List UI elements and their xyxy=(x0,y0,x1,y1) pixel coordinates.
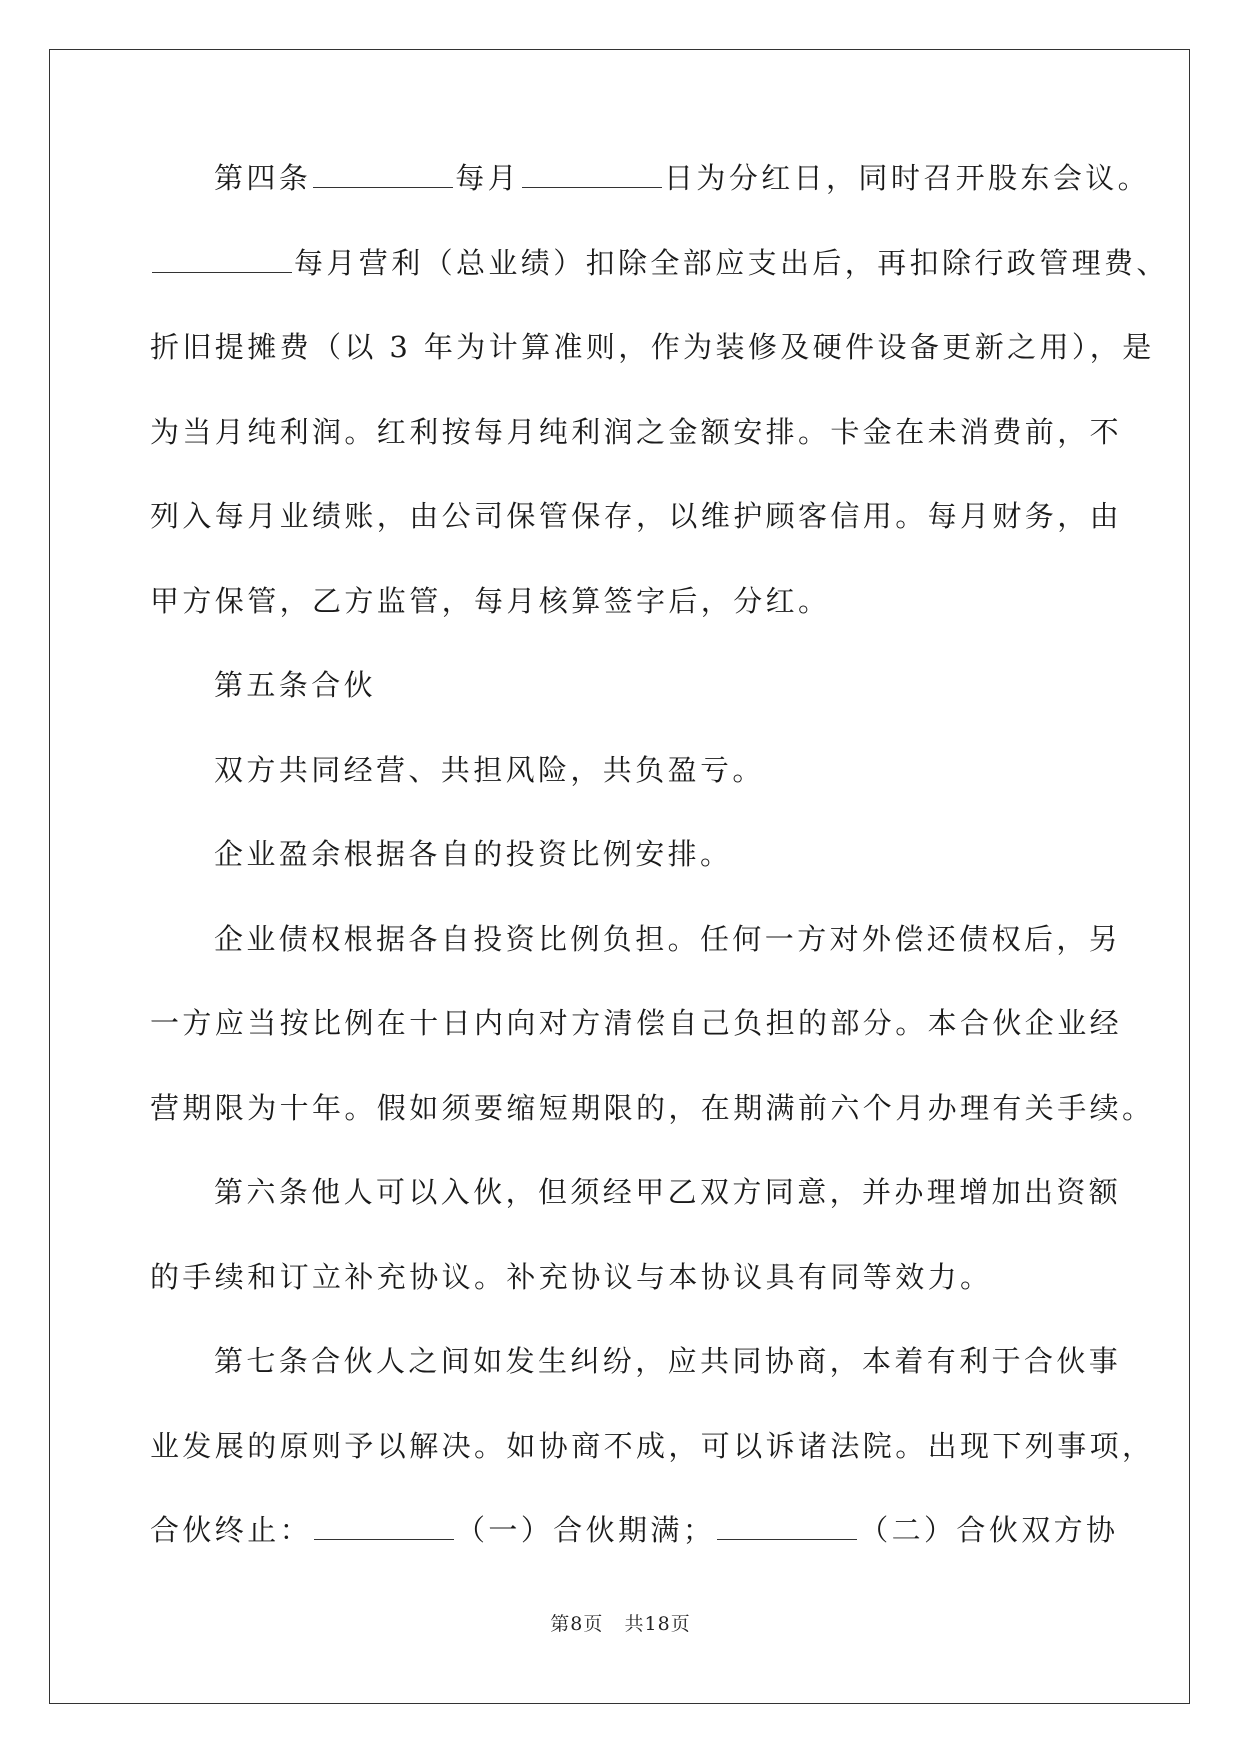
text-line xyxy=(150,1341,1122,1426)
text-span: 甲方保管，乙方监管，每月核算签字后，分红。 xyxy=(150,583,831,618)
fill-in-blank xyxy=(717,1513,857,1540)
text-line xyxy=(150,158,1151,243)
text-line xyxy=(150,1257,1110,1342)
total-number: 18 xyxy=(644,1613,671,1635)
text-line xyxy=(150,1003,1123,1088)
text-span: （一）合伙期满； xyxy=(456,1513,716,1547)
text-span: 第五条合伙 xyxy=(214,668,377,702)
page-number: 8 xyxy=(570,1613,584,1635)
text-line xyxy=(150,327,1155,412)
text-span: 折旧提摊费（以 3 年为计算准则，作为装修及硬件设备更新之用），是 xyxy=(150,330,1155,364)
fill-in-blank xyxy=(313,161,453,188)
text-line xyxy=(150,665,1110,750)
text-line xyxy=(150,1088,1155,1173)
text-line xyxy=(150,834,1110,919)
text-line xyxy=(150,581,1110,666)
fill-in-blank xyxy=(314,1513,454,1540)
text-span: 企业债权根据各自投资比例负担。任何一方对外偿还债权后，另 xyxy=(214,921,1122,956)
text-span: 业发展的原则予以解决。如协商不成，可以诉诸法院。出现下列事项， xyxy=(150,1428,1155,1463)
text-span: 第六条他人可以入伙，但须经甲乙双方同意，并办理增加出资额 xyxy=(214,1175,1122,1209)
footer-gap xyxy=(603,1613,624,1635)
text-span: 双方共同经营、共担风险，共负盈亏。 xyxy=(214,752,765,787)
text-line xyxy=(150,750,1110,835)
text-line xyxy=(150,1172,1122,1257)
text-span: 的手续和订立补充协议。补充协议与本协议具有同等效力。 xyxy=(150,1259,993,1294)
total-label: 共 xyxy=(624,1613,645,1635)
page-suffix: 页 xyxy=(583,1613,604,1635)
text-span: 为当月纯利润。红利按每月纯利润之金额安排。卡金在未消费前，不 xyxy=(150,414,1123,449)
text-span: 第七条合伙人之间如发生纠纷，应共同协商，本着有利于合伙事 xyxy=(214,1344,1122,1378)
text-span: 第四条 xyxy=(214,161,312,195)
fill-in-blank xyxy=(152,246,292,273)
text-line xyxy=(150,412,1123,497)
text-span: 营期限为十年。假如须要缩短期限的，在期满前六个月办理有关手续。 xyxy=(150,1090,1155,1125)
fill-in-blank xyxy=(522,161,662,188)
text-span: 日为分红日，同时召开股东会议。 xyxy=(664,161,1151,195)
text-line xyxy=(150,1426,1155,1511)
text-span: （二）合伙双方协 xyxy=(859,1513,1119,1547)
document-body xyxy=(150,158,1169,1595)
text-span: 列入每月业绩账，由公司保管保存，以维护顾客信用。每月财务，由 xyxy=(150,499,1123,533)
text-line xyxy=(150,243,1169,328)
text-span: 企业盈余根据各自的投资比例安排。 xyxy=(214,837,733,871)
page-label: 第 xyxy=(550,1613,571,1635)
text-span: 每月营利（总业绩）扣除全部应支出后，再扣除行政管理费、 xyxy=(294,245,1169,280)
text-line xyxy=(150,919,1122,1004)
text-span: 一方应当按比例在十日内向对方清偿自己负担的部分。本合伙企业经 xyxy=(150,1006,1123,1040)
text-line xyxy=(150,1510,1119,1595)
text-line xyxy=(150,496,1123,581)
total-suffix: 页 xyxy=(670,1613,691,1635)
text-span: 合伙终止： xyxy=(150,1513,313,1547)
text-span: 每月 xyxy=(455,161,521,195)
page-footer xyxy=(0,1609,1241,1636)
